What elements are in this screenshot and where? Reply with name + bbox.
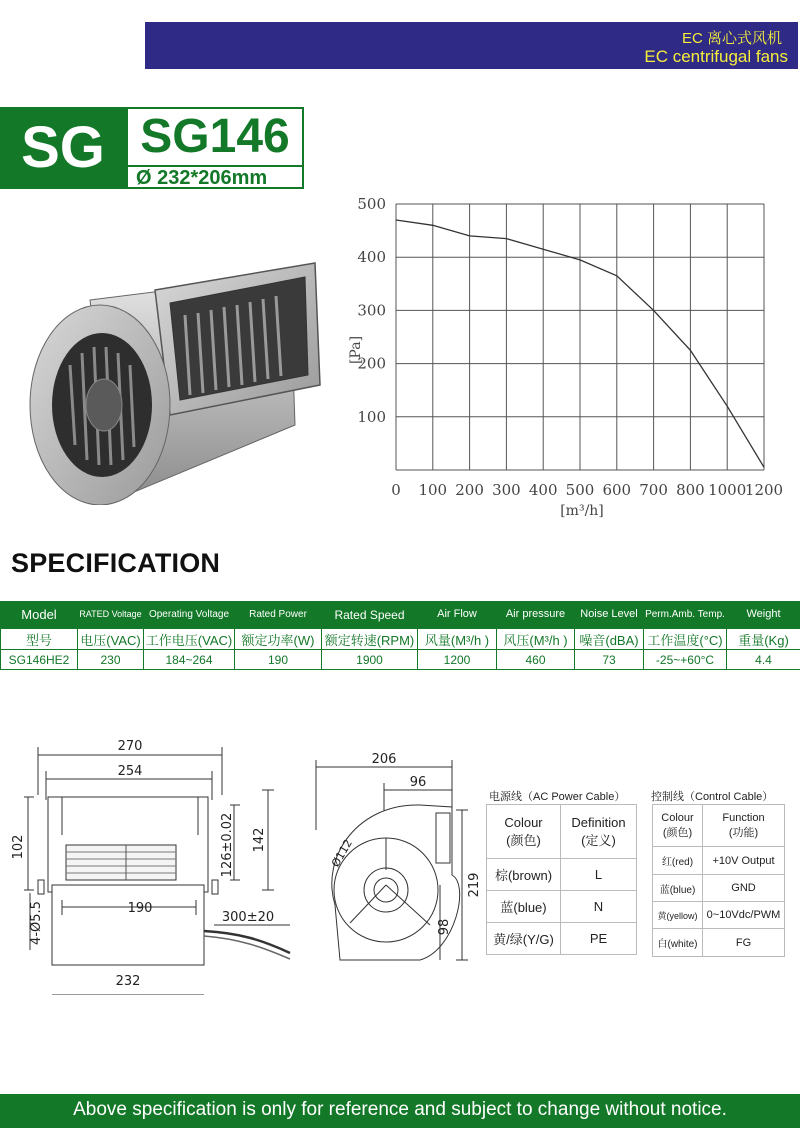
ac-def: PE xyxy=(561,923,637,955)
x-tick-labels xyxy=(391,481,783,499)
ac-colour: 蓝(blue) xyxy=(487,891,561,923)
dim-254: 254 xyxy=(117,764,143,779)
spec-header-en xyxy=(1,602,800,629)
dim-190: 190 xyxy=(127,901,153,916)
series-badge: SG xyxy=(0,107,126,189)
spec-row xyxy=(1,650,800,670)
spec-value-cell: -25~+60°C xyxy=(644,650,727,670)
spec-value-cell: 184~264 xyxy=(144,650,235,670)
spec-header-cn-cell: 额定转速(RPM) xyxy=(322,629,418,650)
ac-head-colour-en: Colour xyxy=(504,814,543,830)
spec-value-cell: 1200 xyxy=(418,650,497,670)
dim-126: 126±0.02 xyxy=(220,812,235,878)
spec-header-cn-cell: 工作电压(VAC) xyxy=(144,629,235,650)
spec-header-cn-cell: 重量(Kg) xyxy=(727,629,800,650)
x-tick-label: 700 xyxy=(639,481,668,499)
fan-product-image xyxy=(20,255,340,505)
dim-hole: 4-Ø5.5 xyxy=(29,901,44,945)
x-tick-label: 0 xyxy=(391,481,401,499)
ac-head-def-cn: (定义) xyxy=(581,832,616,848)
y-tick-label: 400 xyxy=(357,248,386,267)
dim-219: 219 xyxy=(467,872,482,898)
ctrl-func: GND xyxy=(703,875,785,902)
x-tick-label: 400 xyxy=(528,481,558,499)
y-axis-label: [Pa] xyxy=(348,335,364,365)
spec-value-cell: 460 xyxy=(497,650,575,670)
y-tick-label: 300 xyxy=(357,301,386,320)
spec-header-cell: Air Flow xyxy=(418,602,497,629)
ac-colour: 棕(brown) xyxy=(487,859,561,891)
ctrl-func: +10V Output xyxy=(703,847,785,875)
spec-value-cell: 230 xyxy=(78,650,144,670)
ac-cable-title: 电源线（AC Power Cable） xyxy=(489,791,626,803)
spec-header-cell: Model xyxy=(1,602,78,629)
spec-header-cn xyxy=(1,629,800,650)
ac-head-def xyxy=(561,805,637,859)
ctrl-colour: 黄(yellow) xyxy=(653,902,703,929)
performance-curve-chart xyxy=(340,190,790,525)
control-cable-title: 控制线（Control Cable） xyxy=(651,791,774,803)
chart-grid xyxy=(396,204,764,470)
ac-head-colour xyxy=(487,805,561,859)
spec-header-cell: Weight xyxy=(727,602,800,629)
x-tick-label: 300 xyxy=(492,481,521,499)
spec-header-cn-cell: 工作温度(°C) xyxy=(644,629,727,650)
ctrl-colour: 红(red) xyxy=(653,847,703,875)
spec-header-cell: Rated Speed xyxy=(322,602,418,629)
spec-header-cn-cell: 风压(M³/h ) xyxy=(497,629,575,650)
spec-value-cell: 190 xyxy=(235,650,322,670)
header-title-en: EC centrifugal fans xyxy=(644,47,788,66)
y-tick-label: 100 xyxy=(357,407,386,426)
ac-cable-table xyxy=(486,804,637,955)
spec-header-cell: Operating Voltage xyxy=(144,602,235,629)
ctrl-head-func-en: Function xyxy=(722,811,765,824)
spec-header-cell: Perm.Amb. Temp. xyxy=(644,602,727,629)
x-tick-label: 1000 xyxy=(708,481,747,499)
spec-header-cn-cell: 电压(VAC) xyxy=(78,629,144,650)
spec-header-cell: RATED Voltage xyxy=(78,602,144,629)
ctrl-head-func-cn: (功能) xyxy=(728,826,759,839)
ac-def: L xyxy=(561,859,637,891)
header-banner xyxy=(145,22,798,69)
x-tick-label: 500 xyxy=(565,481,595,499)
spec-header-cn-cell: 风量(M³/h ) xyxy=(418,629,497,650)
spec-value-cell: 73 xyxy=(575,650,644,670)
ac-head-def-en: Definition xyxy=(571,814,626,830)
y-tick-label: 500 xyxy=(357,195,386,213)
spec-header-cell: Rated Power xyxy=(235,602,322,629)
dim-102: 102 xyxy=(11,834,26,860)
dim-232: 232 xyxy=(115,974,141,989)
y-tick-labels xyxy=(357,195,386,426)
dim-98: 98 xyxy=(437,918,452,936)
footer-disclaimer: Above specification is only for reference and subject to change without notice. xyxy=(0,1094,800,1128)
dim-206: 206 xyxy=(371,752,397,767)
ac-colour: 黄/绿(Y/G) xyxy=(487,923,561,955)
dim-cable: 300±20 xyxy=(221,910,275,925)
x-tick-label: 800 xyxy=(676,481,705,499)
spec-table xyxy=(0,601,800,670)
spec-header-cn-cell: 噪音(dBA) xyxy=(575,629,644,650)
x-tick-label: 600 xyxy=(602,481,632,499)
spec-header-cn-cell: 额定功率(W) xyxy=(235,629,322,650)
ctrl-colour: 白(white) xyxy=(653,929,703,957)
spec-value-cell: 1900 xyxy=(322,650,418,670)
control-cable-table xyxy=(652,804,785,957)
dim-270: 270 xyxy=(117,739,143,754)
dim-96: 96 xyxy=(409,775,427,790)
ac-head-colour-cn: (颜色) xyxy=(506,832,541,848)
spec-value-cell: SG146HE2 xyxy=(1,650,78,670)
ctrl-func: FG xyxy=(703,929,785,957)
x-tick-label: 1200 xyxy=(744,481,784,499)
ctrl-head-colour-en: Colour xyxy=(661,811,694,824)
dim-112: Ø112 xyxy=(328,837,356,870)
spec-header-cell: Air pressure xyxy=(497,602,575,629)
spec-title: SPECIFICATION xyxy=(11,548,221,578)
ctrl-head-colour-cn: (颜色) xyxy=(662,826,693,839)
spec-header-cell: Noise Level xyxy=(575,602,644,629)
x-tick-label: 100 xyxy=(418,481,448,499)
ac-def: N xyxy=(561,891,637,923)
spec-header-cn-cell: 型号 xyxy=(1,629,78,650)
ctrl-func: 0~10Vdc/PWM xyxy=(703,902,785,929)
header-title-cn: EC 离心式风机 xyxy=(681,30,782,47)
ctrl-colour: 蓝(blue) xyxy=(653,875,703,902)
ctrl-head-colour xyxy=(653,805,703,847)
ctrl-head-func xyxy=(703,805,785,847)
model-box xyxy=(126,107,304,189)
spec-value-cell: 4.4 xyxy=(727,650,800,670)
front-view-drawing xyxy=(24,747,290,995)
dim-142: 142 xyxy=(252,827,267,853)
model-dimensions: Ø 232*206mm xyxy=(136,167,268,189)
y-tick-label: 200 xyxy=(357,354,386,373)
x-tick-label: 200 xyxy=(455,481,484,499)
x-axis-label: [m³/h] xyxy=(560,503,604,519)
model-name: SG146 xyxy=(140,110,290,163)
